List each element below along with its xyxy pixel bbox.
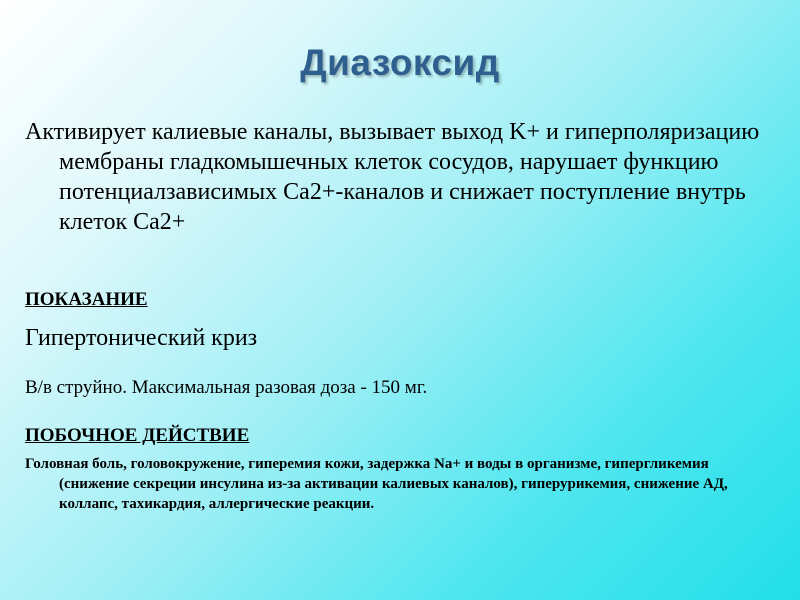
indication-heading: ПОКАЗАНИЕ [25, 289, 148, 310]
mechanism-paragraph: Активирует калиевые каналы, вызывает выход K+ и гиперполяризацию мембраны гладкомышечных клеток сосудов, нарушает функцию потенциалзависимых Ca2+-каналов и снижает поступление внутрь клеток Ca2+ [25, 119, 760, 235]
side-effects-paragraph: Головная боль, головокружение, гиперемия кожи, задержка Na+ и воды в организме, гипергликемия (снижение секреции инсулина из-за активации калиевых каналов), гиперурикемия, снижение АД, коллапс, тахикардия, аллергические реакции. [25, 456, 728, 512]
indication-text: Гипертонический криз [25, 325, 258, 351]
slide-title: Диазоксид [300, 42, 500, 83]
dosage-text: В/в струйно. Максимальная разовая доза - 150 мг. [25, 377, 428, 398]
side-effects-heading: ПОБОЧНОЕ ДЕЙСТВИЕ [25, 425, 250, 446]
